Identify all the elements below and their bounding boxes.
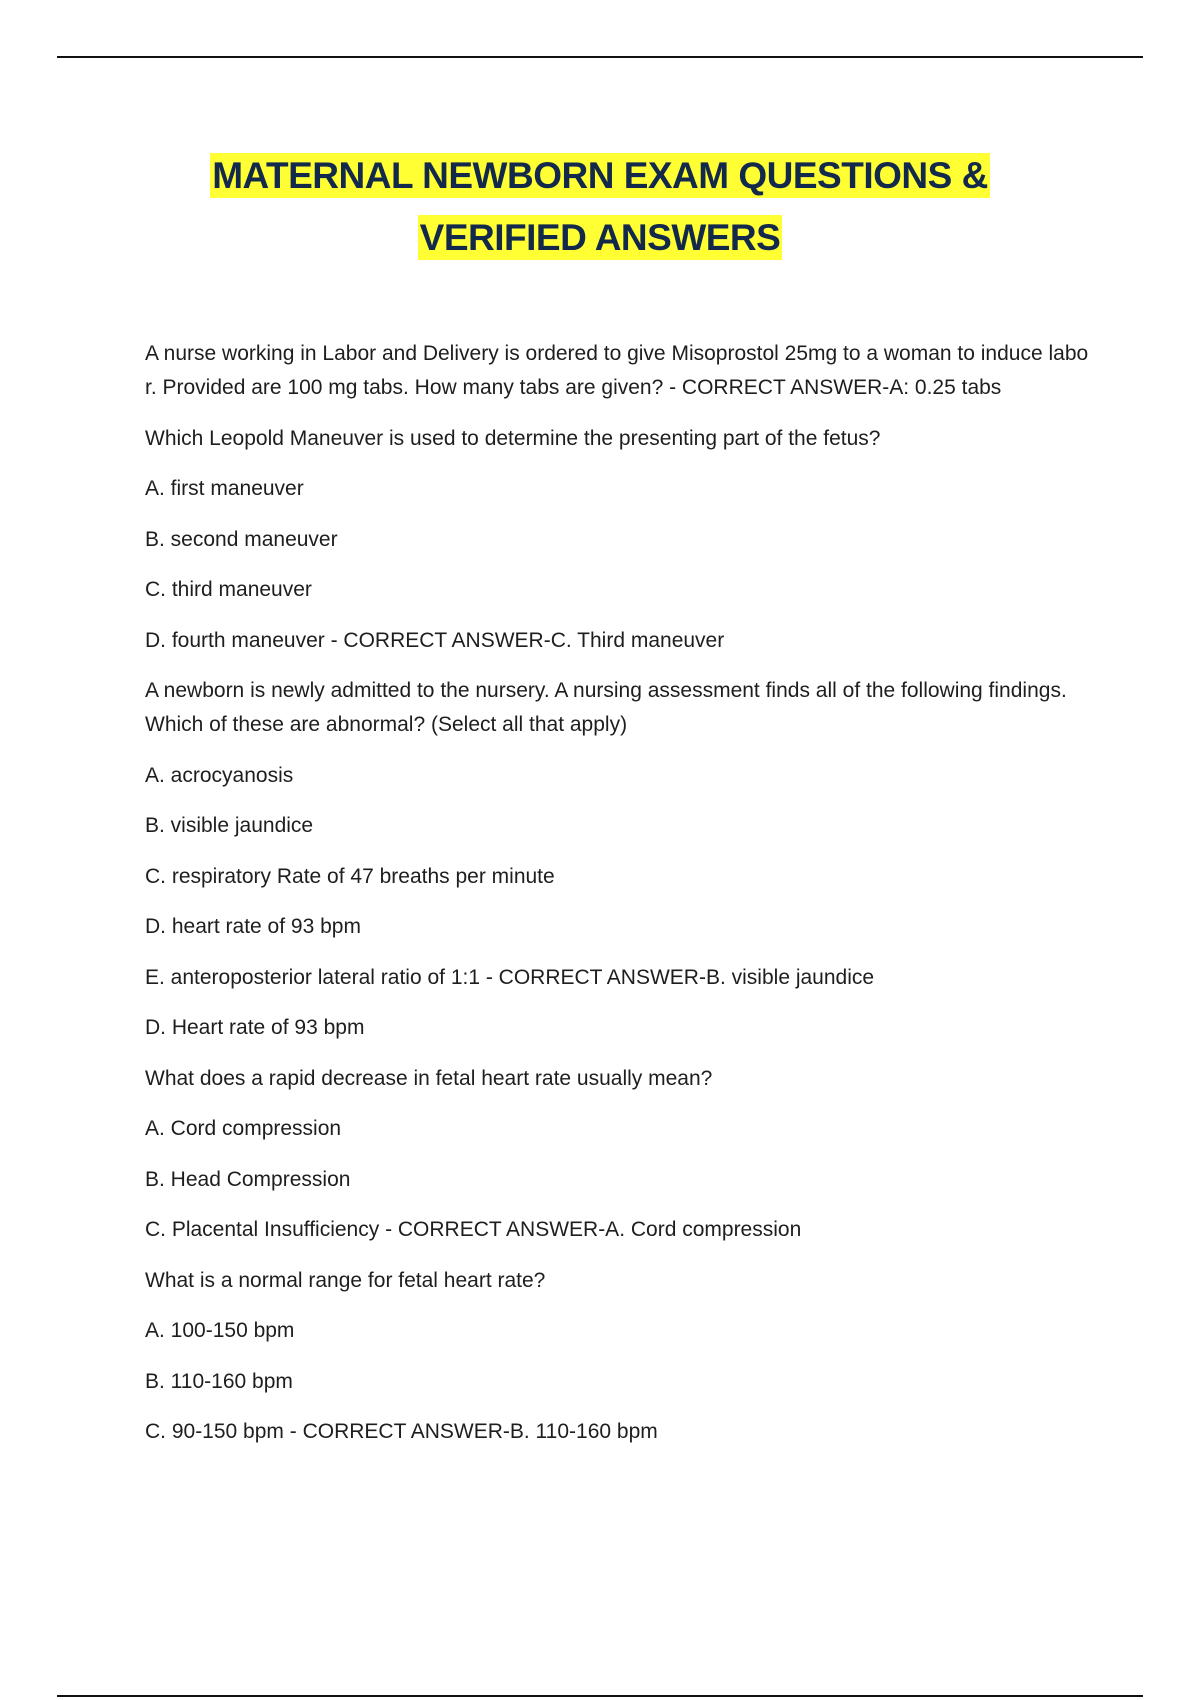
title-highlight-1: MATERNAL NEWBORN EXAM QUESTIONS & <box>212 155 988 196</box>
paragraph: D. fourth maneuver - CORRECT ANSWER-C. Third maneuver <box>145 628 725 652</box>
paragraph: C. third maneuver <box>145 578 312 601</box>
paragraph: D. heart rate of 93 bpm <box>145 915 361 938</box>
title-line-1 <box>0 145 1200 207</box>
paragraph: C. Placental Insufficiency - CORRECT ANSWER-A. Cord compression <box>145 1218 802 1241</box>
paragraph: E. anteroposterior lateral ratio of 1:1 - CORRECT ANSWER-B. visible jaundice <box>145 965 875 989</box>
title-line-2 <box>0 207 1200 269</box>
paragraph: A newborn is newly admitted to the nursery. A nursing assessment finds all of the following findings. Which of these are abnormal? (Select all that apply) <box>145 679 1067 736</box>
paragraph: D. Heart rate of 93 bpm <box>145 1016 365 1039</box>
paragraph: Which Leopold Maneuver is used to determine the presenting part of the fetus? <box>145 426 881 450</box>
paragraph: A. acrocyanosis <box>145 763 294 787</box>
paragraph: B. 110-160 bpm <box>145 1369 293 1393</box>
paragraph: What is a normal range for fetal heart rate? <box>145 1268 546 1292</box>
paragraph: B. second maneuver <box>145 527 338 551</box>
paragraph: C. 90-150 bpm - CORRECT ANSWER-B. 110-160 bpm <box>145 1420 658 1443</box>
paragraph: A. Cord compression <box>145 1117 342 1140</box>
paragraph: A. first maneuver <box>145 477 304 500</box>
document-title <box>0 145 1200 269</box>
title-highlight-2: VERIFIED ANSWERS <box>419 217 781 258</box>
paragraph: C. respiratory Rate of 47 breaths per minute <box>145 864 555 888</box>
paragraph: What does a rapid decrease in fetal heart rate usually mean? <box>145 1066 713 1090</box>
paragraph: B. Head Compression <box>145 1167 351 1191</box>
paragraph: A nurse working in Labor and Delivery is ordered to give Misoprostol 25mg to a woman to induce labor. Provided are 100 mg tabs. How many tabs are given? - CORRECT ANSWER-A: 0.25 tabs <box>145 342 1089 399</box>
paragraph: B. visible jaundice <box>145 814 314 837</box>
top-rule <box>57 56 1143 58</box>
paragraph: A. 100-150 bpm <box>145 1319 295 1342</box>
document-body <box>145 337 1090 1466</box>
bottom-rule <box>57 1695 1143 1697</box>
